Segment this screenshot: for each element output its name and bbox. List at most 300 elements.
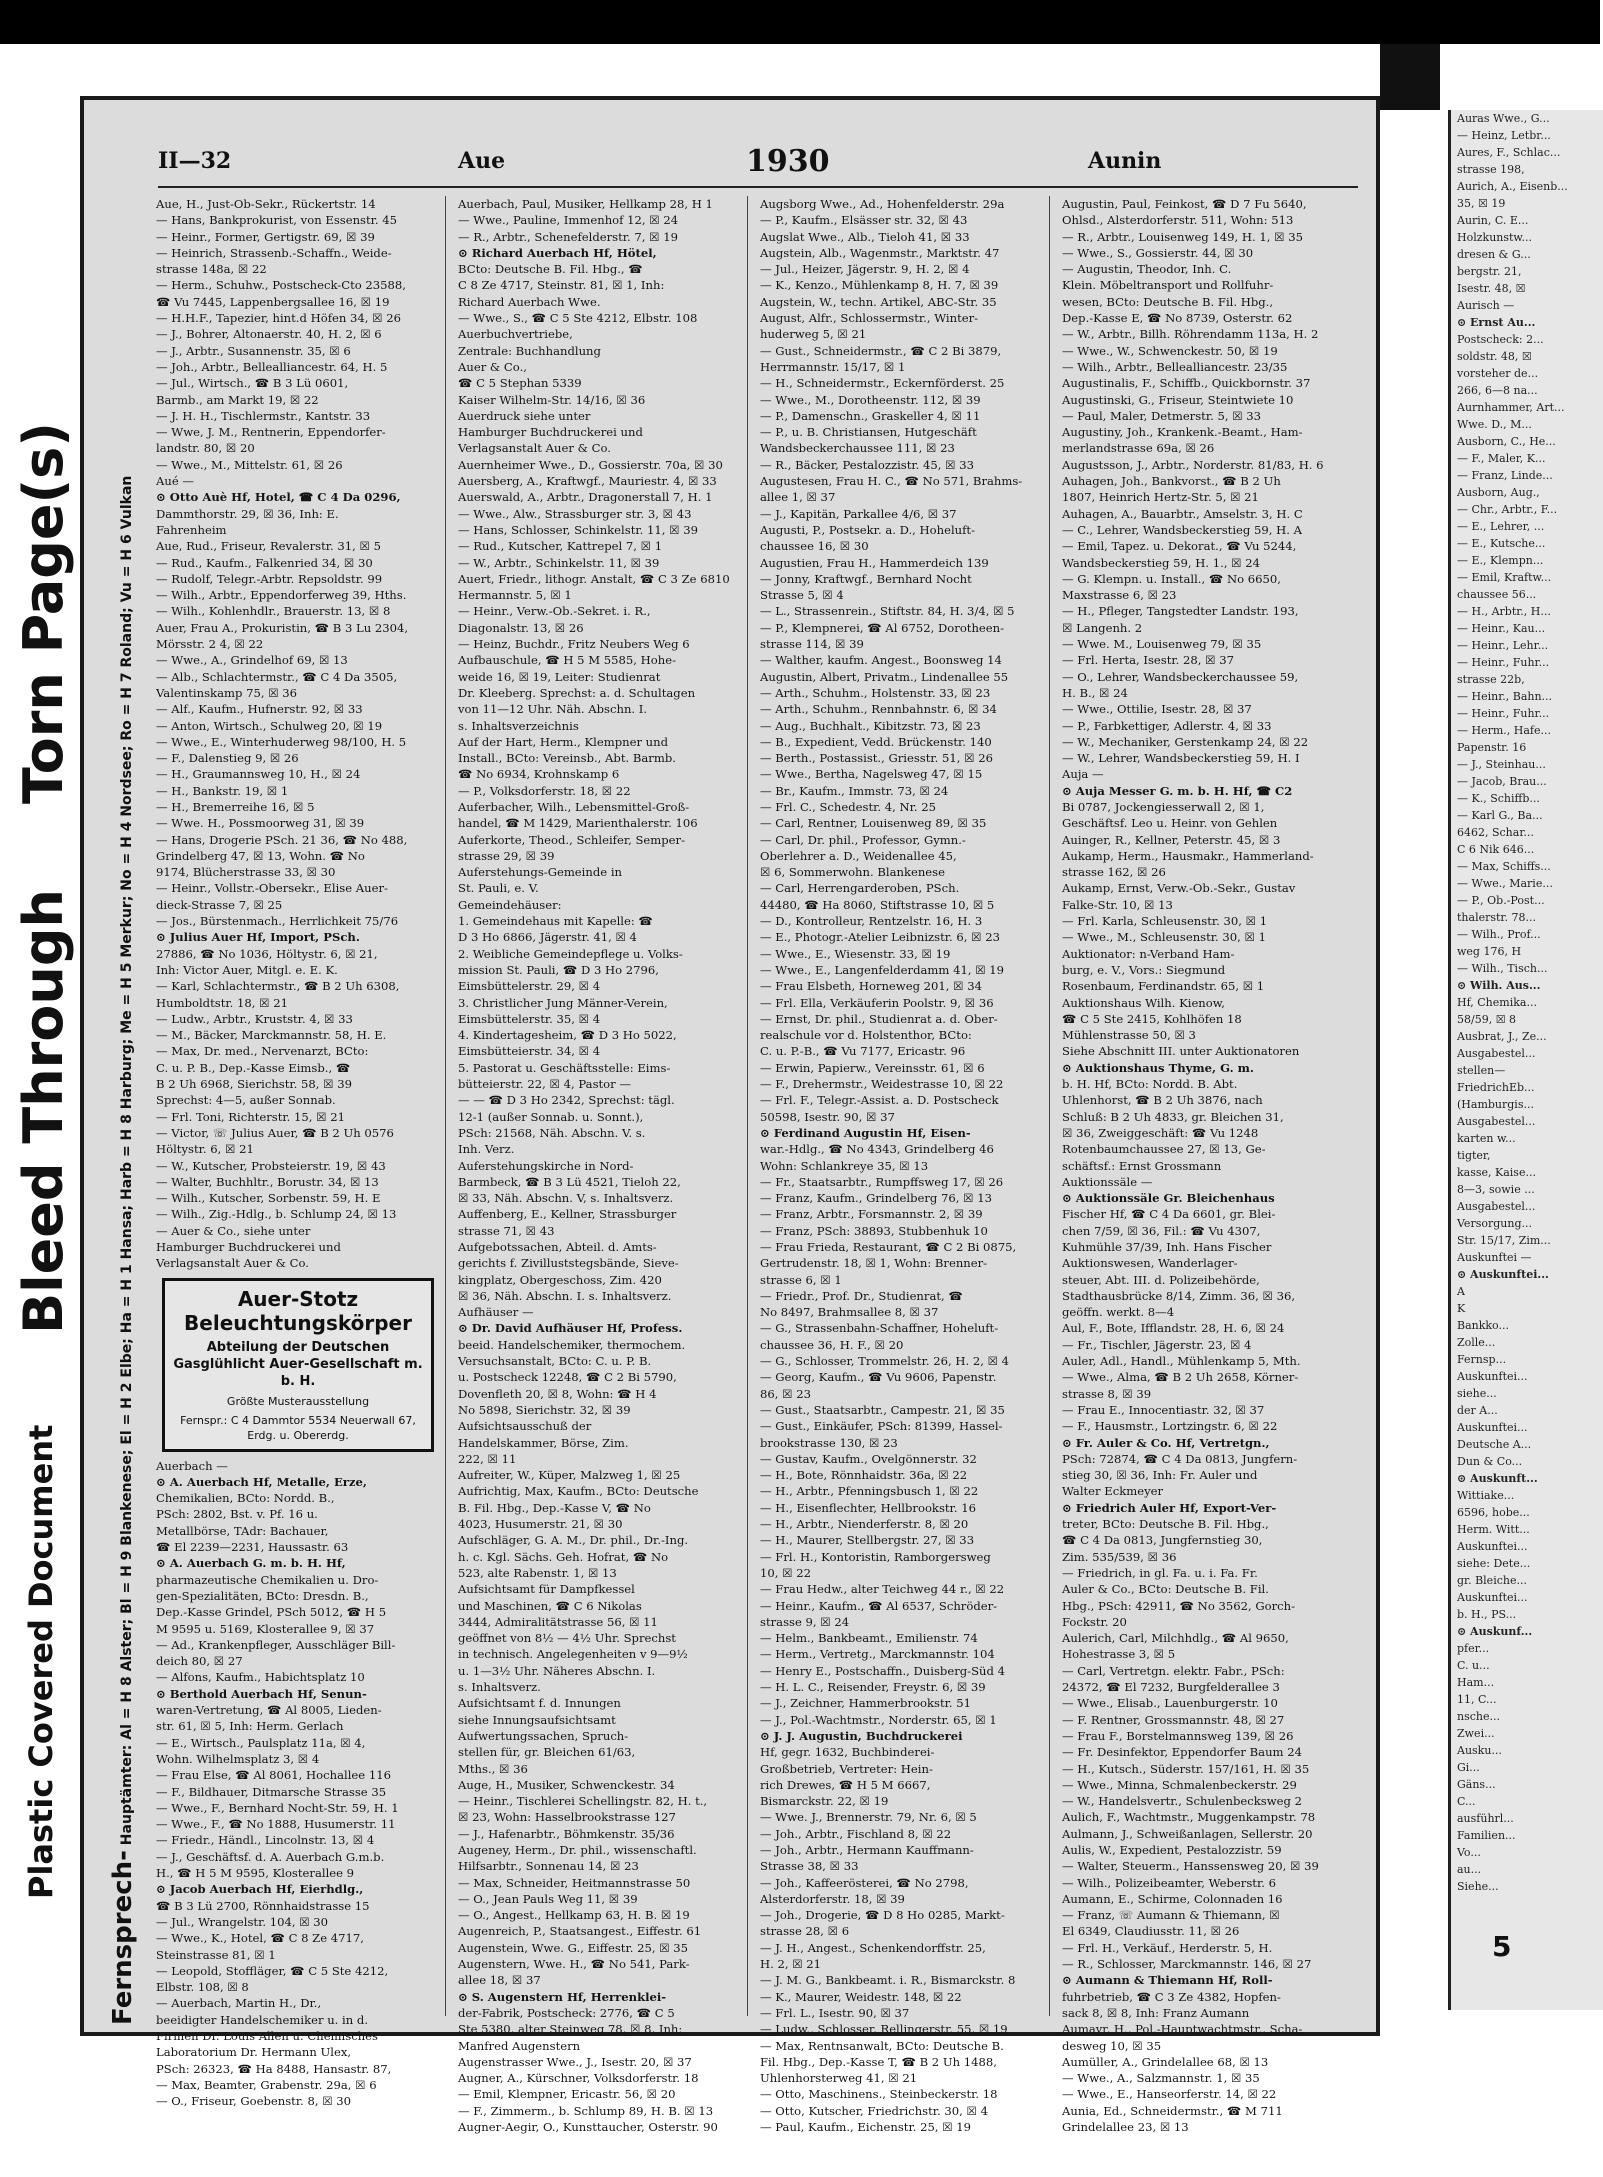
directory-entry-line: burg, e. V., Vors.: Siegmund: [1062, 962, 1226, 977]
directory-entry-line: Mörsstr. 2 4, ☒ 22: [156, 637, 264, 652]
directory-entry-line: — J., Geschäftsf. d. A. Auerbach G.m.b.: [156, 1849, 385, 1864]
directory-entry-line: — Georg, Kaufm., ☎ Vu 9606, Papenstr.: [760, 1370, 997, 1385]
directory-entry-line: 4. Kindertagesheim, ☎ D 3 Ho 5022,: [458, 1028, 677, 1043]
directory-entry-line: Diagonalstr. 13, ☒ 26: [458, 620, 584, 635]
adjacent-page-line: C...: [1457, 1795, 1476, 1808]
directory-entry-line: landstr. 80, ☒ 20: [156, 441, 255, 456]
directory-entry-line: Auler, Adl., Handl., Mühlenkamp 5, Mth.: [1062, 1354, 1301, 1369]
directory-entry-line: desweg 10, ☒ 35: [1062, 2038, 1162, 2053]
directory-entry-line: — J. H., Angest., Schenkendorffstr. 25,: [760, 1940, 986, 1955]
adjacent-page-line: — E., Klempn...: [1457, 554, 1544, 567]
directory-entry-line: — J., Kapitän, Parkallee 4/6, ☒ 37: [760, 506, 957, 521]
adjacent-page-line: weg 176, H: [1457, 945, 1522, 958]
directory-entry-line: — P., Farbkettiger, Adlerstr. 4, ☒ 33: [1062, 718, 1272, 733]
adjacent-page-line: Wittiake...: [1457, 1489, 1515, 1502]
directory-entry-line: — Alb., Schlachtermstr., ☎ C 4 Da 3505,: [156, 669, 398, 684]
directory-entry-line: — Alf., Kaufm., Hufnerstr. 92, ☒ 33: [156, 702, 363, 717]
directory-entry-line: No 5898, Sierichstr. 32, ☒ 39: [458, 1402, 631, 1417]
directory-entry-line: B. Fil. Hbg., Dep.-Kasse V, ☎ No: [458, 1500, 651, 1515]
directory-entry-line: — O., Angest., Hellkamp 63, H. B. ☒ 19: [458, 1908, 690, 1923]
directory-entry-line: Auler & Co., BCto: Deutsche B. Fil.: [1062, 1582, 1269, 1597]
directory-entry-line: — Arth., Schuhm., Rennbahnstr. 6, ☒ 34: [760, 702, 997, 717]
directory-entry-line: ☎ C 5 Stephan 5339: [458, 376, 582, 391]
ad-contact: Fernspr.: C 4 Dammtor 5534 Neuerwall 67, Erdg. u. Obererdg.: [180, 1413, 416, 1442]
directory-entry-line: C. u. P. B., Dep.-Kasse Eimsb., ☎: [156, 1060, 351, 1075]
directory-entry-line: — Heinr., Kaufm., ☎ Al 6537, Schröder-: [760, 1598, 998, 1613]
directory-entry-line: ☒ Langenh. 2: [1062, 620, 1143, 635]
directory-entry-line: Augner, A., Kürschner, Volksdorferstr. 18: [458, 2071, 699, 2086]
bleed-through-label: Bleed Through: [12, 889, 75, 1334]
adjacent-page-line: K: [1457, 1302, 1466, 1315]
directory-entry-line: ⊙ Berthold Auerbach Hf, Senun-: [156, 1686, 367, 1701]
directory-entry-line: — Otto, Maschinens., Steinbeckerstr. 18: [760, 2087, 998, 2102]
directory-entry-line: h. c. Kgl. Sächs. Geh. Hofrat, ☎ No: [458, 1549, 669, 1564]
directory-entry-line: — W., Lehrer, Wandsbeckerstieg 59, H. I: [1062, 751, 1300, 766]
directory-entry-line: Auhagen, A., Bauarbtr., Amselstr. 3, H. C: [1062, 506, 1303, 521]
directory-entry-line: von 11—12 Uhr. Näh. Abschn. I.: [458, 702, 648, 717]
directory-entry-line: — Carl, Vertretgn. elektr. Fabr., PSch:: [1062, 1663, 1285, 1678]
header-rule: [158, 186, 1358, 188]
directory-entry-line: 50598, Isestr. 90, ☒ 37: [760, 1109, 895, 1124]
directory-entry-line: u. Postscheck 12248, ☎ C 2 Bi 5790,: [458, 1370, 677, 1385]
directory-entry-line: — Karl, Schlachtermstr., ☎ B 2 Uh 6308,: [156, 979, 400, 994]
directory-entry-line: Auf der Hart, Herm., Klempner und: [458, 734, 669, 749]
directory-entry-line: — Wwe., M., Schleusenstr. 30, ☒ 1: [1062, 930, 1267, 945]
directory-entry-line: — Frau Else, ☎ Al 8061, Hochallee 116: [156, 1768, 391, 1783]
directory-entry-line: H., ☎ H 5 M 9595, Klosterallee 9: [156, 1866, 355, 1881]
adjacent-page-line: — Emil, Kraftw...: [1457, 571, 1552, 584]
directory-entry-line: Auer & Co.,: [458, 359, 527, 374]
directory-entry-line: — Heinr., Vollstr.-Obersekr., Elise Auer-: [156, 881, 388, 896]
directory-entry-line: — Wwe. H., Possmoorweg 31, ☒ 39: [156, 816, 365, 831]
directory-entry-line: — F. Rentner, Grossmannstr. 48, ☒ 27: [1062, 1712, 1285, 1727]
adjacent-page-line: — Max, Schiffs...: [1457, 860, 1551, 873]
directory-entry-line: Grindelberg 47, ☒ 13, Wohn. ☎ No: [156, 848, 365, 863]
directory-entry-line: Aufwertungssachen, Spruch-: [458, 1728, 629, 1743]
adjacent-page-line: 266, 6—8 na...: [1457, 384, 1538, 397]
adjacent-page-line: — Wilh., Tisch...: [1457, 962, 1548, 975]
adjacent-page-line: Auskunftei...: [1457, 1540, 1528, 1553]
directory-entry-line: — Rud., Kutscher, Kattrepel 7, ☒ 1: [458, 539, 663, 554]
directory-entry-line: — W., Kutscher, Probsteierstr. 19, ☒ 43: [156, 1158, 386, 1173]
directory-columns: [156, 196, 1376, 2135]
directory-entry-line: — Wwe., E., Langenfelderdamm 41, ☒ 19: [760, 962, 1005, 977]
directory-entry-line: — Frau F., Borstelmannsweg 139, ☒ 26: [1062, 1728, 1294, 1743]
directory-entry-line: — Wwe., F., ☎ No 1888, Husumerstr. 11: [156, 1817, 396, 1832]
directory-entry-line: — W., Arbtr., Schinkelstr. 11, ☒ 39: [458, 555, 660, 570]
fernsprech-strip: [88, 475, 138, 2030]
directory-entry-line: Stadthausbrücke 8/14, Zimm. 36, ☒ 36,: [1062, 1288, 1296, 1303]
directory-entry-line: — Joh., Arbtr., Bellealliancestr. 64, H. 5: [156, 359, 388, 374]
directory-entry-line: — Wwe., Minna, Schmalenbeckerstr. 29: [1062, 1777, 1297, 1792]
directory-entry-line: — Walther, kaufm. Angest., Boonsweg 14: [760, 653, 1002, 668]
directory-entry-line: Aufsichtsamt für Dampfkessel: [458, 1582, 635, 1597]
directory-entry-line: M 9595 u. 5169, Klosterallee 9, ☒ 37: [156, 1621, 375, 1636]
adjacent-page-line: Gi...: [1457, 1761, 1480, 1774]
directory-entry-line: — H., Schneidermstr., Eckernförderst. 25: [760, 376, 1005, 391]
adjacent-page-line: ⊙ Auskunft...: [1457, 1472, 1538, 1485]
directory-entry-line: Uhlenhorst, ☎ B 2 Uh 3876, nach: [1062, 1093, 1263, 1108]
directory-entry-line: Wohn. Wilhelmsplatz 3, ☒ 4: [156, 1751, 320, 1766]
directory-entry-line: Auersberg, A., Kraftwgf., Mauriestr. 4, ☒ 33: [458, 474, 717, 489]
directory-entry-line: ⊙ A. Auerbach Hf, Metalle, Erze,: [156, 1474, 367, 1489]
directory-entry-line: — Gust., Einkäufer, PSch: 81399, Hassel-: [760, 1419, 1003, 1434]
directory-entry-line: bütteierstr. 22, ☒ 4, Pastor —: [458, 1077, 631, 1092]
directory-entry-line: s. Inhaltsverzeichnis: [458, 718, 579, 733]
adjacent-page-line: Auskunftei...: [1457, 1421, 1528, 1434]
directory-entry-line: str. 61, ☒ 5, Inh: Herm. Gerlach: [156, 1719, 344, 1734]
directory-entry-line: — Gustav, Kaufm., Ovelgönnerstr. 32: [760, 1451, 977, 1466]
directory-entry-line: b. H. Hf, BCto: Nordd. B. Abt.: [1062, 1077, 1238, 1092]
directory-entry-line: Augustinalis, F., Schiffb., Quickbornstr. 37: [1062, 376, 1311, 391]
directory-entry-line: Aukamp, Herm., Hausmakr., Hammerland-: [1062, 848, 1314, 863]
directory-entry-line: in technisch. Angelegenheiten v 9—9½: [458, 1647, 688, 1662]
adjacent-page-line: vorsteher de...: [1457, 367, 1539, 380]
directory-entry-line: Hf, gegr. 1632, Buchbinderei-: [760, 1745, 935, 1760]
directory-entry-line: — Paul, Kaufm., Eichenstr. 25, ☒ 19: [760, 2120, 972, 2135]
directory-entry-line: ☎ B 3 Lü 2700, Rönnhaidstrasse 15: [156, 1898, 370, 1913]
directory-entry-line: — Ludw., Schlosser, Rellingerstr. 55, ☒ 19: [760, 2022, 1008, 2037]
directory-entry-line: Aufbauschule, ☎ H 5 M 5585, Hohe-: [458, 653, 676, 668]
directory-entry-line: Elbstr. 108, ☒ 8: [156, 1980, 249, 1995]
directory-entry-line: Ste 5380, alter Steinweg 78, ☒ 8, Inh:: [458, 2022, 683, 2037]
directory-entry-line: Augenstein, Wwe. G., Eiffestr. 25, ☒ 35: [458, 1940, 689, 1955]
directory-entry-line: Zim. 535/539, ☒ 36: [1062, 1549, 1177, 1564]
adjacent-page-fragment: [1448, 110, 1603, 2010]
directory-entry-line: Auferkorte, Theod., Schleifer, Semper-: [458, 832, 686, 847]
directory-entry-line: Aufrichtig, Max, Kaufm., BCto: Deutsche: [458, 1484, 699, 1499]
adjacent-page-line: der A...: [1457, 1404, 1498, 1417]
adjacent-page-line: ⊙ Ernst Au...: [1457, 316, 1536, 329]
directory-entry-line: — Wwe., E., Hanseorferstr. 14, ☒ 22: [1062, 2087, 1277, 2102]
directory-entry-line: — J., Pol.-Wachtmstr., Norderstr. 65, ☒ 1: [760, 1712, 997, 1727]
directory-entry-line: sack 8, ☒ 8, Inh: Franz Aumann: [1062, 2005, 1250, 2020]
adjacent-page-line: Ausku...: [1457, 1744, 1502, 1757]
directory-entry-line: Dep.-Kasse Grindel, PSch 5012, ☎ H 5: [156, 1605, 387, 1620]
directory-entry-line: ⊙ Auja Messer G. m. b. H. Hf, ☎ C2: [1062, 783, 1293, 798]
directory-entry-line: — Wwe., S., ☎ C 5 Ste 4212, Elbstr. 108: [458, 311, 698, 326]
directory-entry-line: 44480, ☎ Ha 8060, Stiftstrasse 10, ☒ 5: [760, 897, 995, 912]
directory-entry-line: ⊙ Richard Auerbach Hf, Hötel,: [458, 245, 657, 260]
directory-entry-line: — Frl. Herta, Isestr. 28, ☒ 37: [1062, 653, 1234, 668]
adjacent-page-line: b. H., PS...: [1457, 1608, 1517, 1621]
directory-entry-line: — H., Bote, Rönnhaidstr. 36a, ☒ 22: [760, 1468, 968, 1483]
directory-entry-line: chen 7/59, ☒ 36, Fil.: ☎ Vu 4307,: [1062, 1223, 1261, 1238]
directory-entry-line: — F., Bildhauer, Ditmarsche Strasse 35: [156, 1784, 387, 1799]
directory-entry-line: H. 2, ☒ 21: [760, 1957, 822, 1972]
adjacent-page-line: Ausgabestel...: [1457, 1047, 1536, 1060]
directory-entry-line: Auja —: [1062, 767, 1104, 782]
directory-entry-line: dieck-Strasse 7, ☒ 25: [156, 897, 283, 912]
directory-entry-line: — Jos., Bürstenmach., Herrlichkeit 75/76: [156, 914, 399, 929]
directory-entry-line: Mühlenstrasse 50, ☒ 3: [1062, 1028, 1196, 1043]
directory-entry-line: — Ludw., Arbtr., Kruststr. 4, ☒ 33: [156, 1011, 353, 1026]
directory-entry-line: — Heinz, Buchdr., Fritz Neubers Weg 6: [458, 637, 690, 652]
directory-entry-line: Aul, F., Bote, Ifflandstr. 28, H. 6, ☒ 24: [1062, 1321, 1285, 1336]
adjacent-page-line: ⊙ Auskunftei...: [1457, 1268, 1549, 1281]
directory-entry-line: mission St. Pauli, ☎ D 3 Ho 2796,: [458, 962, 659, 977]
adjacent-page-line: — Heinr., Fuhr...: [1457, 707, 1550, 720]
directory-entry-line: stellen für, gr. Bleichen 61/63,: [458, 1745, 636, 1760]
adjacent-page-line: — Heinr., Kau...: [1457, 622, 1546, 635]
directory-entry-line: — Frl. Karla, Schleusenstr. 30, ☒ 1: [1062, 914, 1268, 929]
directory-entry-line: Aumann, E., Schirme, Colonnaden 16: [1062, 1891, 1283, 1906]
directory-entry-line: Ohlsd., Alsterdorferstr. 511, Wohn: 513: [1062, 213, 1294, 228]
directory-entry-line: — Joh., Arbtr., Hermann Kauffmann-: [760, 1842, 974, 1857]
adjacent-page-line: Isestr. 48, ☒: [1457, 282, 1526, 295]
adjacent-page-line: Ham...: [1457, 1676, 1495, 1689]
directory-entry-line: Aulmann, J., Schweißanlagen, Sellerstr. 20: [1062, 1826, 1313, 1841]
directory-entry-line: — Herm., Vertretg., Marckmannstr. 104: [760, 1647, 995, 1662]
directory-entry-line: strasse 28, ☒ 6: [760, 1924, 850, 1939]
adjacent-page-line: pfer...: [1457, 1642, 1490, 1655]
adjacent-page-line: — K., Schiffb...: [1457, 792, 1540, 805]
directory-entry-line: — Wilh., Arbtr., Bellealliancestr. 23/35: [1062, 359, 1288, 374]
directory-entry-line: BCto: Deutsche B. Fil. Hbg., ☎: [458, 262, 643, 277]
adjacent-page-line: nsche...: [1457, 1710, 1500, 1723]
directory-entry-line: — E., Wirtsch., Paulsplatz 11a, ☒ 4,: [156, 1735, 366, 1750]
directory-entry-line: — Walter, Buchhltr., Borustr. 34, ☒ 13: [156, 1174, 379, 1189]
directory-entry-line: — Frl. C., Schedestr. 4, Nr. 25: [760, 799, 937, 814]
directory-entry-line: Höltystr. 6, ☒ 21: [156, 1142, 254, 1157]
directory-entry-line: — R., Schlosser, Marckmannstr. 146, ☒ 27: [1062, 1957, 1312, 1972]
directory-entry-line: — Hans, Bankprokurist, von Essenstr. 45: [156, 213, 398, 228]
directory-entry-line: Bismarckstr. 22, ☒ 19: [760, 1794, 889, 1809]
directory-entry-line: Barmbeck, ☎ B 3 Lü 4521, Tieloh 22,: [458, 1174, 681, 1189]
directory-entry-line: — O., Jean Pauls Weg 11, ☒ 39: [458, 1891, 638, 1906]
directory-entry-line: Maxstrasse 6, ☒ 23: [1062, 588, 1177, 603]
directory-entry-line: — R., Arbtr., Schenefelderstr. 7, ☒ 19: [458, 229, 678, 244]
fernsprech-amt: Hauptämter:: [119, 1744, 135, 1846]
directory-entry-line: 1807, Heinrich Hertz-Str. 5, ☒ 21: [1062, 490, 1259, 505]
directory-entry-line: Aue, Rud., Friseur, Revalerstr. 31, ☒ 5: [156, 539, 381, 554]
directory-entry-line: Eimsbüttelerstr. 35, ☒ 4: [458, 1011, 601, 1026]
directory-entry-line: — Wilh., Kutscher, Sorbenstr. 59, H. E: [156, 1191, 381, 1206]
directory-entry-line: — H., Graumannsweg 10, H., ☒ 24: [156, 767, 361, 782]
directory-entry-line: — F., Zimmerm., b. Schlump 89, H. B. ☒ 13: [458, 2103, 714, 2118]
directory-entry-line: Fockstr. 20: [1062, 1614, 1127, 1629]
directory-entry-line: 523, alte Rabenstr. 1, ☒ 13: [458, 1565, 617, 1580]
directory-entry-line: Verlagsanstalt Auer & Co.: [156, 1256, 309, 1271]
directory-entry-line: — B., Expedient, Vedd. Brückenstr. 140: [760, 734, 992, 749]
directory-entry-line: Aufsichtsamt f. d. Innungen: [458, 1696, 621, 1711]
directory-entry-line: Siehe Abschnitt III. unter Auktionatoren: [1062, 1044, 1300, 1059]
adjacent-page-line: — Heinr., Fuhr...: [1457, 656, 1550, 669]
directory-entry-line: — J., Zeichner, Hammerbrookstr. 51: [760, 1696, 971, 1711]
directory-entry-line: — Gust., Schneidermstr., ☎ C 2 Bi 3879,: [760, 343, 1002, 358]
directory-entry-line: — Joh., Drogerie, ☎ D 8 Ho 0285, Markt-: [760, 1908, 1005, 1923]
directory-entry-line: Augustin, Paul, Feinkost, ☎ D 7 Fu 5640,: [1062, 197, 1307, 211]
directory-entry-line: — Hans, Schlosser, Schinkelstr. 11, ☒ 39: [458, 522, 698, 537]
directory-entry-line: August, Alfr., Schlossermstr., Winter-: [760, 311, 979, 326]
directory-entry-line: — Wwe., M., Mittelstr. 61, ☒ 26: [156, 457, 343, 472]
directory-entry-line: geöffn. werkt. 8—4: [1062, 1305, 1175, 1320]
directory-entry-line: 5. Pastorat u. Geschäftsstelle: Eims-: [458, 1060, 671, 1075]
directory-entry-line: B 2 Uh 6968, Sierichstr. 58, ☒ 39: [156, 1077, 352, 1092]
directory-entry-line: steuer, Abt. III. d. Polizeibehörde,: [1062, 1272, 1260, 1287]
directory-entry-line: Gemeindehäuser:: [458, 897, 562, 912]
directory-entry-line: — Wwe. M., Louisenweg 79, ☒ 35: [1062, 637, 1262, 652]
top-black-margin: [0, 0, 1600, 44]
directory-entry-line: C. u. P.-B., ☎ Vu 7177, Ericastr. 96: [760, 1044, 966, 1059]
adjacent-page-line: Deutsche A...: [1457, 1438, 1532, 1451]
adjacent-page-line: Ausborn, C., He...: [1457, 435, 1556, 448]
directory-entry-line: — Frl. Toni, Richterstr. 15, ☒ 21: [156, 1109, 345, 1124]
adjacent-page-line: 35, ☒ 19: [1457, 197, 1506, 210]
directory-entry-line: Sprechst: 4—5, außer Sonnab.: [156, 1093, 336, 1108]
directory-entry-line: — P., u. B. Christiansen, Hutgeschäft: [760, 425, 977, 440]
directory-entry-line: Eimsbüttelerstr. 29, ☒ 4: [458, 979, 601, 994]
directory-entry-line: ☒ 6, Sommerwohn. Blankenese: [760, 865, 945, 880]
directory-entry-line: — Frau E., Innocentiastr. 32, ☒ 37: [1062, 1402, 1265, 1417]
directory-entry-line: — Ernst, Dr. phil., Studienrat a. d. Ober-: [760, 1011, 998, 1026]
directory-entry-line: — Wwe., Ottilie, Isestr. 28, ☒ 37: [1062, 702, 1252, 717]
directory-entry-line: allee 1, ☒ 37: [760, 490, 836, 505]
directory-entry-line: strasse 8, ☒ 39: [1062, 1386, 1152, 1401]
directory-entry-line: — G. Klempn. u. Install., ☎ No 6650,: [1062, 571, 1281, 586]
adjacent-page-line: Ausbrat, J., Ze...: [1457, 1030, 1547, 1043]
adjacent-page-line: Auskunftei...: [1457, 1370, 1528, 1383]
directory-entry-line: — Wwe., Pauline, Immenhof 12, ☒ 24: [458, 213, 679, 228]
directory-entry-line: H. B., ☒ 24: [1062, 685, 1128, 700]
directory-entry-line: 1. Gemeindehaus mit Kapelle: ☎: [458, 914, 653, 929]
directory-entry-line: Augustesen, Frau H. C., ☎ No 571, Brahms-: [760, 474, 1023, 489]
directory-entry-line: allee 18, ☒ 37: [458, 1973, 541, 1988]
directory-entry-line: 9174, Blücherstrasse 33, ☒ 30: [156, 865, 336, 880]
directory-entry-line: — Wwe. J., Brennerstr. 79, Nr. 6, ☒ 5: [760, 1810, 977, 1825]
directory-entry-line: Auktionator: n-Verband Ham-: [1062, 946, 1235, 961]
directory-entry-line: No 8497, Brahmsallee 8, ☒ 37: [760, 1305, 939, 1320]
adjacent-page-line: — E., Kutsche...: [1457, 537, 1546, 550]
directory-entry-line: Aumüller, A., Grindelallee 68, ☒ 13: [1062, 2054, 1269, 2069]
directory-entry-line: Aulerich, Carl, Milchhdlg., ☎ Al 9650,: [1062, 1631, 1289, 1646]
directory-entry-line: Auferstehungs-Gemeinde in: [458, 865, 622, 880]
directory-entry-line: Grindelallee 23, ☒ 13: [1062, 2120, 1189, 2135]
directory-entry-line: Augenreich, P., Staatsangest., Eiffestr. 61: [458, 1924, 702, 1939]
directory-entry-line: — Rud., Kaufm., Falkenried 34, ☒ 30: [156, 555, 373, 570]
adjacent-page-line: Zolle...: [1457, 1336, 1496, 1349]
directory-entry-line: Auhagen, Joh., Bankvorst., ☎ B 2 Uh: [1062, 474, 1281, 489]
side-label-strip: [0, 44, 80, 2054]
directory-entry-line: fuhrbetrieb, ☎ C 3 Ze 4382, Hopfen-: [1062, 1989, 1281, 2004]
directory-entry-line: — O., Friseur, Goebenstr. 8, ☒ 30: [156, 2094, 352, 2109]
directory-entry-line: — P., Volksdorferstr. 18, ☒ 22: [458, 783, 631, 798]
directory-entry-line: — Arth., Schuhm., Holstenstr. 33, ☒ 23: [760, 685, 991, 700]
directory-entry-line: Verlagsanstalt Auer & Co.: [458, 441, 611, 456]
directory-entry-line: ⊙ Fr. Auler & Co. Hf, Vertretgn.,: [1062, 1435, 1270, 1450]
adjacent-page-line: Gäns...: [1457, 1778, 1496, 1791]
directory-entry-line: — Max, Schneider, Heitmannstrasse 50: [458, 1875, 691, 1890]
directory-entry-line: Aufreiter, W., Küper, Malzweg 1, ☒ 25: [458, 1468, 681, 1483]
directory-entry-line: — Franz, ☏ Aumann & Thiemann, ☒: [1062, 1908, 1280, 1923]
directory-entry-line: s. Inhaltsverz.: [458, 1680, 541, 1695]
adjacent-page-line: — Heinr., Lehr...: [1457, 639, 1549, 652]
adjacent-page-line: Auskunftei...: [1457, 1591, 1528, 1604]
directory-entry-line: Auerbach, Paul, Musiker, Hellkamp 28, H 1: [458, 197, 713, 211]
directory-entry-line: Aunia, Ed., Schneidermstr., ☎ M 711: [1062, 2103, 1283, 2118]
column-2: [458, 196, 748, 2135]
directory-entry-line: Auerswald, A., Arbtr., Dragonerstall 7, H. 1: [458, 490, 713, 505]
directory-entry-line: brookstrasse 130, ☒ 23: [760, 1435, 898, 1450]
directory-entry-line: — J., Arbtr., Susannenstr. 35, ☒ 6: [156, 343, 351, 358]
adjacent-page-line: — Heinz, Letbr...: [1457, 129, 1551, 142]
adjacent-page-line: Hf, Chemika...: [1457, 996, 1537, 1009]
directory-entry-line: — P., Kaufm., Elsässer str. 32, ☒ 43: [760, 213, 968, 228]
directory-entry-line: strasse 162, ☒ 26: [1062, 865, 1166, 880]
directory-entry-line: — Victor, ☏ Julius Auer, ☎ B 2 Uh 0576: [156, 1125, 394, 1140]
directory-entry-line: — Carl, Dr. phil., Professor, Gymn.-: [760, 832, 966, 847]
adjacent-page-line: Zwei...: [1457, 1727, 1495, 1740]
directory-entry-line: Aufgebotssachen, Abteil. d. Amts-: [458, 1240, 657, 1254]
adjacent-page-line: soldstr. 48, ☒: [1457, 350, 1532, 363]
adjacent-page-line: Papenstr. 16: [1457, 741, 1527, 754]
directory-entry-line: ☎ C 4 Da 0813, Jungfernstieg 30,: [1062, 1533, 1263, 1548]
directory-entry-line: — E., Photogr.-Atelier Leibnizstr. 6, ☒ 23: [760, 930, 1000, 945]
adjacent-page-line: thalerstr. 78...: [1457, 911, 1536, 924]
adjacent-page-line: gr. Bleiche...: [1457, 1574, 1527, 1587]
directory-entry-line: Augstein, W., techn. Artikel, ABC-Str. 35: [760, 294, 997, 309]
directory-entry-line: — F., Drehermstr., Weidestrasse 10, ☒ 22: [760, 1077, 1004, 1092]
directory-entry-line: — Hans, Drogerie PSch. 21 36, ☎ No 488,: [156, 832, 408, 847]
directory-entry-line: — Fr., Tischler, Jägerstr. 23, ☒ 4: [1062, 1337, 1252, 1352]
directory-entry-line: — K., Kenzo., Mühlenkamp 8, H. 7, ☒ 39: [760, 278, 999, 293]
adjacent-page-line: Fernsp...: [1457, 1353, 1507, 1366]
directory-entry-line: ⊙ Julius Auer Hf, Import, PSch.: [156, 930, 360, 945]
directory-entry-line: — Erwin, Papierw., Vereinsstr. 61, ☒ 6: [760, 1060, 985, 1075]
adjacent-page-line: Wwe. D., M...: [1457, 418, 1532, 431]
ad-note: Größte Musterausstellung: [226, 1394, 370, 1408]
adjacent-page-line: — E., Lehrer, ...: [1457, 520, 1545, 533]
directory-entry-line: wesen, BCto: Deutsche B. Fil. Hbg.,: [1062, 294, 1274, 309]
directory-entry-line: — Jul., Wrangelstr. 104, ☒ 30: [156, 1914, 329, 1929]
adjacent-page-line: Vo...: [1457, 1846, 1481, 1859]
directory-entry-line: — Wwe., A., Salzmannstr. 1, ☒ 35: [1062, 2071, 1260, 2086]
directory-entry-line: ☒ 36, Zweiggeschäft: ☎ Vu 1248: [1062, 1125, 1259, 1140]
directory-entry-line: Auge, H., Musiker, Schwenckestr. 34: [458, 1777, 675, 1792]
directory-entry-line: — Frau Hedw., alter Teichweg 44 r., ☒ 22: [760, 1582, 1005, 1597]
directory-entry-line: ☎ Vu 7445, Lappenbergsallee 16, ☒ 19: [156, 294, 390, 309]
directory-entry-line: — D., Kontrolleur, Rentzelstr. 16, H. 3: [760, 914, 983, 929]
column-3: [760, 196, 1050, 2135]
adjacent-page-line: Auskunftei —: [1457, 1251, 1532, 1264]
adjacent-page-line: FriedrichEb...: [1457, 1081, 1535, 1094]
directory-entry-line: ☒ 23, Wohn: Hasselbrookstrasse 127: [458, 1810, 676, 1825]
directory-entry-line: PSch: 26323, ☎ Ha 8488, Hansastr. 87,: [156, 2061, 392, 2076]
directory-entry-line: — Henry E., Postschaffn., Duisberg-Süd 4: [760, 1663, 1005, 1678]
directory-entry-line: Aufschläger, G. A. M., Dr. phil., Dr.-Ing.: [458, 1533, 689, 1548]
directory-entry-line: — Aug., Buchhalt., Kibitzstr. 73, ☒ 23: [760, 718, 981, 733]
header-right-word: Aunin: [1088, 148, 1162, 174]
ad-title-2: Beleuchtungskörper: [184, 1310, 412, 1335]
directory-entry-line: schäftsf.: Ernst Grossmann: [1062, 1158, 1222, 1173]
directory-entry-line: strasse 114, ☒ 39: [760, 637, 864, 652]
adjacent-page-line: 58/59, ☒ 8: [1457, 1013, 1517, 1026]
directory-entry-line: Augeney, Herm., Dr. phil., wissenschaftl.: [458, 1842, 697, 1857]
directory-entry-line: — Rudolf, Telegr.-Arbtr. Repsoldstr. 99: [156, 571, 383, 586]
directory-entry-line: — Emil, Klempner, Ericastr. 56, ☒ 20: [458, 2087, 676, 2102]
directory-entry-line: merlandstrasse 69a, ☒ 26: [1062, 441, 1215, 456]
directory-entry-line: ☎ C 5 Ste 2415, Kohlhöfen 18: [1062, 1011, 1242, 1026]
adjacent-page-line: strasse 22b,: [1457, 673, 1525, 686]
directory-entry-line: — Joh., Arbtr., Fischland 8, ☒ 22: [760, 1826, 952, 1841]
torn-pages-label: Torn Page(s): [12, 422, 75, 804]
directory-entry-line: — K., Maurer, Weidestr. 148, ☒ 22: [760, 1989, 962, 2004]
directory-entry-line: — Auer & Co., siehe unter: [156, 1223, 311, 1238]
adjacent-page-line: chaussee 56...: [1457, 588, 1537, 601]
directory-entry-line: gen-Spezialitäten, BCto: Dresdn. B.,: [156, 1588, 369, 1603]
directory-entry-line: ☒ 36, Näh. Abschn. I. s. Inhaltsverz.: [458, 1288, 672, 1303]
directory-entry-line: — J., Bohrer, Altonaerstr. 40, H. 2, ☒ 6: [156, 327, 382, 342]
